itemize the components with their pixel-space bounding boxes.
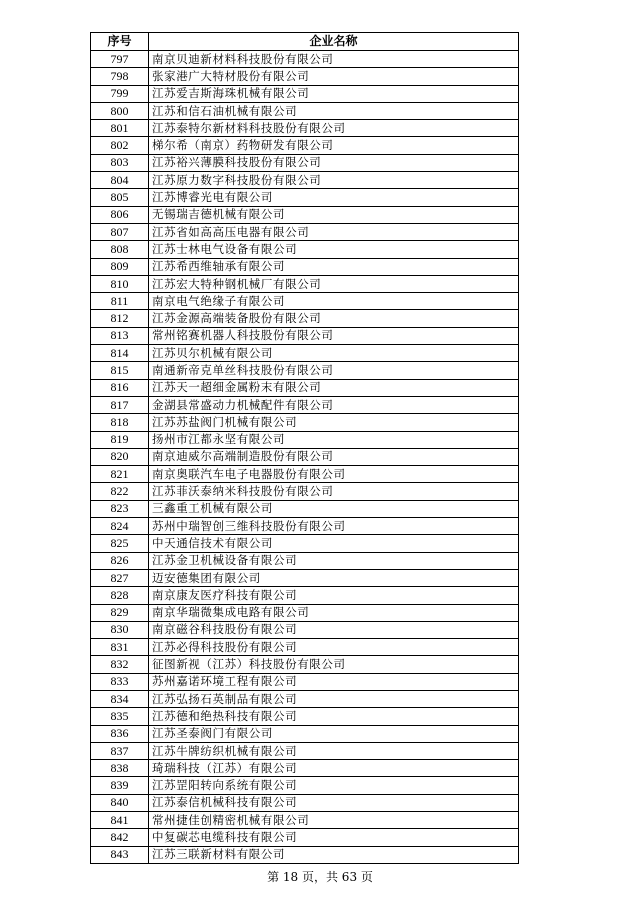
row-company-name: 江苏泰特尔新材料科技股份有限公司 — [149, 120, 519, 137]
row-company-name: 江苏宏大特种钢机械厂有限公司 — [149, 275, 519, 292]
row-index: 837 — [91, 742, 149, 759]
row-index: 831 — [91, 639, 149, 656]
row-index: 815 — [91, 362, 149, 379]
table-row — [91, 725, 519, 742]
row-index: 835 — [91, 708, 149, 725]
row-index: 800 — [91, 102, 149, 119]
row-company-name: 江苏原力数字科技股份有限公司 — [149, 172, 519, 189]
table-row — [91, 518, 519, 535]
row-company-name: 江苏必得科技股份有限公司 — [149, 639, 519, 656]
row-index: 811 — [91, 293, 149, 310]
table-row — [91, 569, 519, 586]
row-company-name: 江苏金卫机械设备有限公司 — [149, 552, 519, 569]
row-index: 818 — [91, 414, 149, 431]
row-company-name: 江苏弘扬石英制品有限公司 — [149, 690, 519, 707]
table-row — [91, 448, 519, 465]
row-index: 817 — [91, 396, 149, 413]
table-row — [91, 500, 519, 517]
table-row — [91, 293, 519, 310]
table-row — [91, 673, 519, 690]
row-company-name: 江苏爱吉斯海珠机械有限公司 — [149, 85, 519, 102]
row-company-name: 金湖县常盛动力机械配件有限公司 — [149, 396, 519, 413]
row-company-name: 江苏贝尔机械有限公司 — [149, 345, 519, 362]
row-index: 798 — [91, 68, 149, 85]
row-index: 802 — [91, 137, 149, 154]
row-index: 820 — [91, 448, 149, 465]
row-company-name: 江苏省如高高压电器有限公司 — [149, 223, 519, 240]
table-row — [91, 362, 519, 379]
row-index: 799 — [91, 85, 149, 102]
row-index: 797 — [91, 51, 149, 68]
row-company-name: 南京贝迪新材料科技股份有限公司 — [149, 51, 519, 68]
table-row — [91, 223, 519, 240]
row-company-name: 江苏裕兴薄膜科技股份有限公司 — [149, 154, 519, 171]
table-row — [91, 137, 519, 154]
row-company-name: 苏州中瑞智创三维科技股份有限公司 — [149, 518, 519, 535]
header-index: 序号 — [91, 33, 149, 51]
enterprise-list-sheet — [90, 32, 518, 864]
table-row — [91, 327, 519, 344]
table-row — [91, 154, 519, 171]
row-company-name: 南京华瑞微集成电路有限公司 — [149, 604, 519, 621]
table-row — [91, 258, 519, 275]
table-row — [91, 51, 519, 68]
row-company-name: 江苏泰信机械科技有限公司 — [149, 794, 519, 811]
table-row — [91, 777, 519, 794]
table-row — [91, 552, 519, 569]
table-row — [91, 621, 519, 638]
table-row — [91, 535, 519, 552]
row-company-name: 张家港广大特材股份有限公司 — [149, 68, 519, 85]
table-row — [91, 794, 519, 811]
table-row — [91, 206, 519, 223]
row-index: 812 — [91, 310, 149, 327]
row-index: 824 — [91, 518, 149, 535]
row-company-name: 中天通信技术有限公司 — [149, 535, 519, 552]
table-row — [91, 396, 519, 413]
row-index: 827 — [91, 569, 149, 586]
row-index: 819 — [91, 431, 149, 448]
row-company-name: 江苏圣泰阀门有限公司 — [149, 725, 519, 742]
row-company-name: 无锡瑞吉德机械有限公司 — [149, 206, 519, 223]
row-index: 839 — [91, 777, 149, 794]
row-company-name: 江苏和信石油机械有限公司 — [149, 102, 519, 119]
row-company-name: 南京磁谷科技股份有限公司 — [149, 621, 519, 638]
row-company-name: 迈安德集团有限公司 — [149, 569, 519, 586]
table-row — [91, 690, 519, 707]
row-index: 833 — [91, 673, 149, 690]
row-index: 823 — [91, 500, 149, 517]
row-company-name: 常州捷佳创精密机械有限公司 — [149, 812, 519, 829]
table-row — [91, 379, 519, 396]
table-row — [91, 708, 519, 725]
row-company-name: 南京奥联汽车电子电器股份有限公司 — [149, 466, 519, 483]
table-row — [91, 846, 519, 863]
row-company-name: 江苏德和绝热科技有限公司 — [149, 708, 519, 725]
row-index: 830 — [91, 621, 149, 638]
row-index: 834 — [91, 690, 149, 707]
table-row — [91, 275, 519, 292]
row-company-name: 琦瑞科技（江苏）有限公司 — [149, 760, 519, 777]
enterprise-table — [90, 32, 519, 864]
row-index: 801 — [91, 120, 149, 137]
row-company-name: 南京康友医疗科技有限公司 — [149, 587, 519, 604]
row-company-name: 苏州嘉诺环境工程有限公司 — [149, 673, 519, 690]
row-index: 810 — [91, 275, 149, 292]
row-company-name: 江苏金源高端装备股份有限公司 — [149, 310, 519, 327]
row-index: 838 — [91, 760, 149, 777]
table-row — [91, 241, 519, 258]
header-company-name: 企业名称 — [149, 33, 519, 51]
row-index: 836 — [91, 725, 149, 742]
row-company-name: 江苏罡阳转向系统有限公司 — [149, 777, 519, 794]
row-index: 842 — [91, 829, 149, 846]
row-company-name: 江苏希西维轴承有限公司 — [149, 258, 519, 275]
row-index: 843 — [91, 846, 149, 863]
table-row — [91, 310, 519, 327]
row-index: 822 — [91, 483, 149, 500]
row-index: 804 — [91, 172, 149, 189]
table-row — [91, 483, 519, 500]
row-company-name: 征图新视（江苏）科技股份有限公司 — [149, 656, 519, 673]
table-row — [91, 345, 519, 362]
table-row — [91, 172, 519, 189]
table-row — [91, 102, 519, 119]
row-company-name: 江苏士林电气设备有限公司 — [149, 241, 519, 258]
row-index: 805 — [91, 189, 149, 206]
row-index: 841 — [91, 812, 149, 829]
table-row — [91, 85, 519, 102]
row-index: 807 — [91, 223, 149, 240]
row-company-name: 江苏博睿光电有限公司 — [149, 189, 519, 206]
row-index: 816 — [91, 379, 149, 396]
row-company-name: 常州铭赛机器人科技股份有限公司 — [149, 327, 519, 344]
row-index: 809 — [91, 258, 149, 275]
row-index: 814 — [91, 345, 149, 362]
table-body — [91, 51, 519, 864]
row-index: 825 — [91, 535, 149, 552]
table-row — [91, 656, 519, 673]
row-index: 840 — [91, 794, 149, 811]
row-index: 832 — [91, 656, 149, 673]
row-company-name: 江苏三联新材料有限公司 — [149, 846, 519, 863]
row-index: 813 — [91, 327, 149, 344]
row-company-name: 江苏苏盐阀门机械有限公司 — [149, 414, 519, 431]
row-company-name: 江苏天一超细金属粉末有限公司 — [149, 379, 519, 396]
table-row — [91, 466, 519, 483]
table-row — [91, 431, 519, 448]
row-index: 808 — [91, 241, 149, 258]
row-company-name: 扬州市江都永坚有限公司 — [149, 431, 519, 448]
row-company-name: 三鑫重工机械有限公司 — [149, 500, 519, 517]
row-index: 829 — [91, 604, 149, 621]
table-row — [91, 829, 519, 846]
row-index: 826 — [91, 552, 149, 569]
row-company-name: 南京迪威尔高端制造股份有限公司 — [149, 448, 519, 465]
row-company-name: 江苏菲沃泰纳米科技股份有限公司 — [149, 483, 519, 500]
table-row — [91, 120, 519, 137]
table-row — [91, 742, 519, 759]
table-row — [91, 189, 519, 206]
row-company-name: 南京电气绝缘子有限公司 — [149, 293, 519, 310]
table-row — [91, 587, 519, 604]
table-row — [91, 812, 519, 829]
row-company-name: 梯尔希（南京）药物研发有限公司 — [149, 137, 519, 154]
page-footer: 第 18 页，共 63 页 — [267, 870, 373, 884]
table-row — [91, 68, 519, 85]
row-company-name: 江苏牛牌纺织机械有限公司 — [149, 742, 519, 759]
row-company-name: 中复碳芯电缆科技有限公司 — [149, 829, 519, 846]
table-row — [91, 604, 519, 621]
table-header-row — [91, 33, 519, 51]
row-index: 803 — [91, 154, 149, 171]
row-company-name: 南通新帝克单丝科技股份有限公司 — [149, 362, 519, 379]
row-index: 821 — [91, 466, 149, 483]
table-row — [91, 639, 519, 656]
table-row — [91, 760, 519, 777]
row-index: 806 — [91, 206, 149, 223]
row-index: 828 — [91, 587, 149, 604]
table-row — [91, 414, 519, 431]
